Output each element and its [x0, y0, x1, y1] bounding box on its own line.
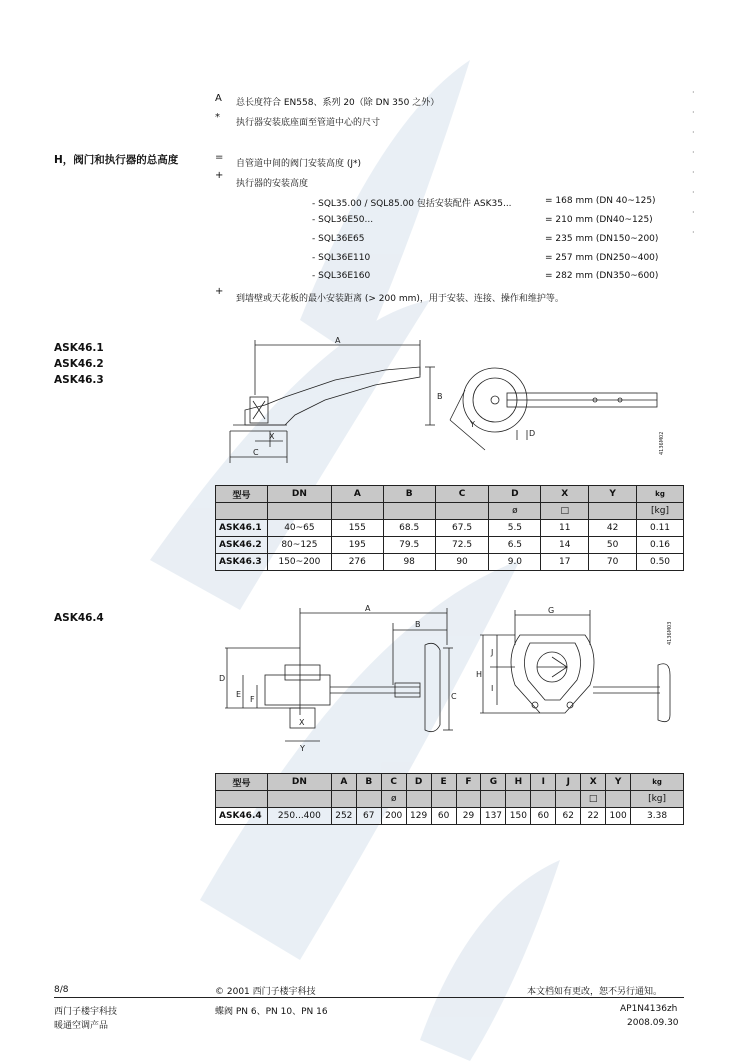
ask46-1-3-table [215, 485, 684, 571]
plus-text: 执行器的安装高度 [236, 179, 309, 189]
col-header: D [406, 774, 431, 791]
table-cell: 29 [456, 808, 481, 825]
dim-g-label: G [548, 606, 555, 615]
install-value-1: = 210 mm (DN40~125) [545, 215, 653, 225]
dim-x-label: X [299, 718, 305, 727]
footer-product: 蝶阀 PN 6、PN 10、PN 16 [215, 1007, 328, 1017]
col-header: A [331, 486, 383, 503]
col-subheader: [kg] [637, 503, 684, 520]
col-header: B [356, 774, 381, 791]
col-subheader [531, 791, 556, 808]
table-cell: 137 [481, 808, 506, 825]
table-cell: 90 [435, 554, 489, 571]
model-label: ASK46.1 [54, 342, 104, 354]
col-header: C [381, 774, 406, 791]
footer-division: 暖通空调产品 [54, 1021, 109, 1031]
col-subheader [331, 503, 383, 520]
table-cell: 67 [356, 808, 381, 825]
col-subheader [383, 503, 435, 520]
dim-a-label: A [335, 336, 341, 345]
col-subheader [267, 791, 331, 808]
col-header: F [456, 774, 481, 791]
col-subheader [456, 791, 481, 808]
margin-mark: · [692, 228, 695, 237]
table-cell: 0.11 [637, 520, 684, 537]
note-star-text: 执行器安装底座面至管道中心的尺寸 [236, 118, 381, 128]
margin-mark: · [692, 108, 695, 117]
col-subheader: □ [541, 503, 589, 520]
table-cell: 14 [541, 537, 589, 554]
col-header: H [506, 774, 531, 791]
margin-mark: · [692, 148, 695, 157]
table-cell: 60 [531, 808, 556, 825]
table-cell: 80~125 [267, 537, 331, 554]
install-value-2: = 235 mm (DN150~200) [545, 234, 659, 244]
table-cell: 276 [331, 554, 383, 571]
col-subheader [589, 503, 637, 520]
install-name-2: - SQL36E65 [312, 234, 365, 244]
model-label: ASK46.4 [54, 612, 104, 624]
dim-y-label: Y [300, 744, 305, 753]
table-cell: 11 [541, 520, 589, 537]
col-header: G [481, 774, 506, 791]
ask46-4-table [215, 773, 684, 825]
eq-symbol: = [215, 152, 224, 163]
note-a-text: 总长度符合 EN558、系列 20（除 DN 350 之外） [236, 98, 440, 108]
col-header: B [383, 486, 435, 503]
table-row [216, 537, 684, 554]
margin-mark: · [692, 208, 695, 217]
model-label: ASK46.2 [54, 358, 104, 370]
table-cell: 42 [589, 520, 637, 537]
col-header: Y [606, 774, 631, 791]
drawing-code: 4136M02 [659, 431, 665, 455]
col-subheader [481, 791, 506, 808]
table-cell: 70 [589, 554, 637, 571]
dim-d-label: D [219, 674, 226, 683]
col-subheader [216, 503, 268, 520]
dim-e-label: E [236, 690, 242, 699]
page-number: 8/8 [54, 985, 69, 995]
table-cell: 62 [556, 808, 581, 825]
col-header: DN [267, 774, 331, 791]
table-cell: 100 [606, 808, 631, 825]
dim-x-label: X [269, 432, 275, 441]
table-cell: 5.5 [489, 520, 541, 537]
col-subheader [506, 791, 531, 808]
col-header: 型号 [216, 486, 268, 503]
table-row [216, 520, 684, 537]
table-row [216, 554, 684, 571]
table-row [216, 808, 684, 825]
table-cell: 60 [431, 808, 456, 825]
plus2-symbol: + [215, 286, 224, 297]
table-cell: 150 [506, 808, 531, 825]
table-cell: ASK46.3 [216, 554, 268, 571]
plus-symbol: + [215, 170, 224, 181]
col-header: X [581, 774, 606, 791]
col-subheader [556, 791, 581, 808]
height-section-title: H，阀门和执行器的总高度 [54, 154, 179, 166]
install-name-3: - SQL36E110 [312, 253, 371, 263]
table-cell: 155 [331, 520, 383, 537]
col-header: X [541, 486, 589, 503]
col-header: E [431, 774, 456, 791]
col-subheader: [kg] [631, 791, 684, 808]
margin-mark: · [692, 88, 695, 97]
dim-j-label: J [491, 648, 494, 657]
col-subheader [356, 791, 381, 808]
eq-text: 自管道中间的阀门安装高度 (J*) [236, 159, 362, 169]
col-subheader: □ [581, 791, 606, 808]
dim-c-label: C [253, 448, 259, 457]
table-cell: 195 [331, 537, 383, 554]
table-cell: 150~200 [267, 554, 331, 571]
table-cell: 17 [541, 554, 589, 571]
table-cell: 3.38 [631, 808, 684, 825]
col-subheader [606, 791, 631, 808]
col-subheader [216, 791, 268, 808]
table-cell: 252 [331, 808, 356, 825]
col-subheader: ø [381, 791, 406, 808]
dim-f-label: F [250, 695, 255, 704]
table-cell: 72.5 [435, 537, 489, 554]
col-header: A [331, 774, 356, 791]
table-cell: 22 [581, 808, 606, 825]
table-cell: 200 [381, 808, 406, 825]
col-subheader [267, 503, 331, 520]
dim-b-label: B [437, 392, 443, 401]
dim-h-label: H [476, 670, 483, 679]
note-star-symbol: * [215, 112, 220, 123]
col-header: Y [589, 486, 637, 503]
install-name-4: - SQL36E160 [312, 271, 371, 281]
install-name-0: - SQL35.00 / SQL85.00 包括安装配件 ASK35... [312, 199, 512, 209]
table-cell: 129 [406, 808, 431, 825]
install-value-3: = 257 mm (DN250~400) [545, 253, 659, 263]
table-cell: 67.5 [435, 520, 489, 537]
install-name-1: - SQL36E50... [312, 215, 374, 225]
ask46-4-side-drawing [215, 605, 455, 755]
col-header: J [556, 774, 581, 791]
drawing-code: 4136M03 [667, 621, 673, 645]
table-cell: ASK46.4 [216, 808, 268, 825]
table-cell: 0.50 [637, 554, 684, 571]
col-subheader: ø [489, 503, 541, 520]
col-subheader [431, 791, 456, 808]
margin-mark: · [692, 168, 695, 177]
table-cell: 0.16 [637, 537, 684, 554]
copyright: © 2001 西门子楼宇科技 [215, 987, 316, 997]
dim-d-label: D [529, 429, 536, 438]
margin-mark: · [692, 128, 695, 137]
col-header: 型号 [216, 774, 268, 791]
ask46-1-top-drawing [445, 360, 670, 460]
weight-icon: kg [631, 774, 684, 791]
footer-date: 2008.09.30 [627, 1018, 679, 1028]
model-label: ASK46.3 [54, 374, 104, 386]
margin-mark: · [692, 188, 695, 197]
footer-doc-id: AP1N4136zh [620, 1004, 678, 1014]
table-cell: 50 [589, 537, 637, 554]
install-value-4: = 282 mm (DN350~600) [545, 271, 659, 281]
plus2-text: 到墙壁或天花板的最小安装距离 (> 200 mm)，用于安装、连接、操作和维护等。 [236, 294, 564, 304]
model-list [54, 340, 104, 388]
table-cell: 9.0 [489, 554, 541, 571]
table-cell: 250...400 [267, 808, 331, 825]
table-cell: 98 [383, 554, 435, 571]
col-subheader [435, 503, 489, 520]
install-value-0: = 168 mm (DN 40~125) [545, 196, 656, 206]
col-header: C [435, 486, 489, 503]
footer-company: 西门子楼宇科技 [54, 1007, 118, 1017]
change-notice: 本文档如有更改，恕不另行通知。 [527, 987, 663, 997]
dim-y-label: Y [470, 420, 475, 429]
dim-a-label: A [365, 604, 371, 613]
table-cell: 6.5 [489, 537, 541, 554]
ask46-1-side-drawing [225, 335, 455, 465]
col-subheader [406, 791, 431, 808]
table-cell: ASK46.2 [216, 537, 268, 554]
table-cell: 68.5 [383, 520, 435, 537]
col-header: I [531, 774, 556, 791]
col-subheader [331, 791, 356, 808]
col-header: DN [267, 486, 331, 503]
ask46-4-front-drawing [475, 605, 675, 755]
table-cell: ASK46.1 [216, 520, 268, 537]
note-a-symbol: A [215, 93, 222, 104]
footer-divider [54, 997, 684, 998]
weight-icon: kg [637, 486, 684, 503]
dim-c-label: C [451, 692, 457, 701]
dim-b-label: B [415, 620, 421, 629]
col-header: D [489, 486, 541, 503]
dim-i-label: I [491, 684, 494, 693]
table-cell: 40~65 [267, 520, 331, 537]
table-cell: 79.5 [383, 537, 435, 554]
